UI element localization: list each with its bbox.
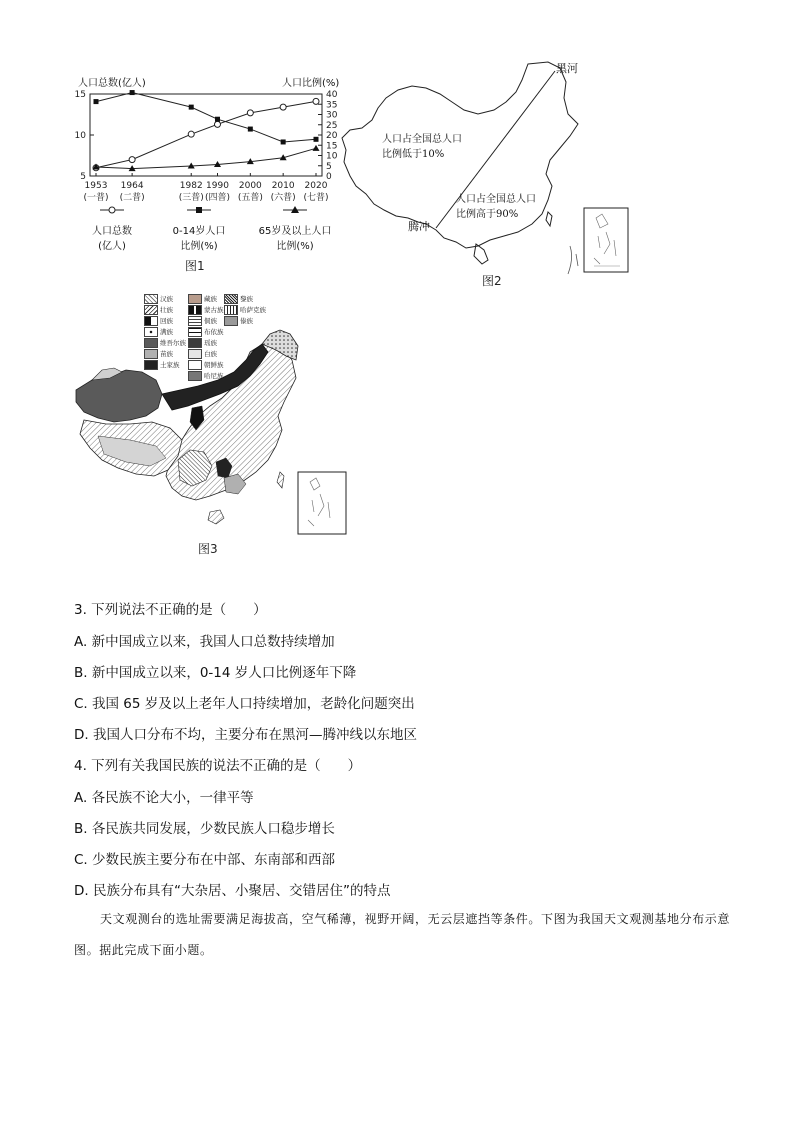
right-tick-label: 25 (326, 120, 338, 131)
series-line-2 (96, 93, 316, 142)
legend-text-zang: 藏族 (204, 295, 217, 303)
right-tick-label: 35 (326, 100, 338, 111)
passage-paragraph: 天文观测台的选址需要满足海拔高，空气稀薄，视野开阔，无云层遮挡等条件。下图为我国天文观测基地分布示意图。据此完成下面小题。 (74, 912, 731, 957)
legend-text-miao: 苗族 (160, 350, 173, 358)
legend-item-65plus (254, 206, 336, 252)
heihe-label: 黑河 (556, 62, 578, 75)
question-4-option-b: B. 各民族共同发展，少数民族人口稳步增长 (74, 821, 335, 837)
figure-2 (338, 58, 640, 288)
figure-3-caption: 图3 (198, 542, 218, 556)
data-point-population (280, 104, 286, 110)
uyghur-region (76, 370, 162, 422)
figure-1-caption: 图1 (185, 259, 205, 273)
question-3-stem: 3. 下列说法不正确的是（ ） (74, 602, 267, 618)
data-point-population (188, 131, 194, 137)
data-point-0-14 (189, 105, 194, 110)
x-tick-label-census: (七普) (303, 193, 329, 203)
data-point-population (313, 98, 319, 104)
left-tick-label: 5 (80, 172, 86, 182)
figure-1-legend (68, 206, 348, 256)
east-text-line-1: 人口占全国总人口 (456, 194, 536, 205)
x-tick-label-year: 1982 (179, 181, 203, 191)
legend-text-uyghur: 维吾尔族 (160, 339, 186, 347)
x-tick-label-year: 2010 (271, 181, 295, 191)
legend-label: 0-14岁人口 (172, 226, 226, 237)
x-tick-label-year: 1990 (206, 181, 229, 191)
data-point-population (129, 157, 135, 163)
legend-sub: 比例(%) (180, 241, 218, 252)
legend-text-zhuang: 壮族 (160, 306, 173, 314)
question-4-option-a: A. 各民族不论大小，一律平等 (74, 790, 254, 806)
data-point-0-14 (314, 137, 319, 142)
west-text-line-2: 比例低于10% (382, 149, 445, 160)
east-region-text (456, 192, 536, 222)
legend-text-hani: 哈尼族 (204, 372, 224, 380)
x-tick-label-year: 1953 (84, 181, 108, 191)
taiwan-island (277, 472, 284, 488)
legend-item-population (82, 206, 142, 252)
legend-text-dai: 傣族 (240, 317, 253, 325)
right-tick-label: 0 (326, 172, 332, 182)
question-4-stem: 4. 下列有关我国民族的说法不正确的是（ ） (74, 758, 362, 774)
x-tick-label-census: (四普) (204, 193, 231, 203)
question-3-option-a: A. 新中国成立以来，我国人口总数持续增加 (74, 634, 335, 650)
right-tick-label: 10 (326, 151, 338, 162)
question-3-option-b: B. 新中国成立以来，0-14 岁人口比例逐年下降 (74, 665, 357, 681)
tengchong-label: 腾冲 (408, 220, 430, 233)
x-tick-label-census: (三普) (178, 193, 204, 203)
x-tick-label-census: (六普) (270, 193, 296, 203)
figure-3 (70, 290, 355, 550)
legend-text-man: 满族 (160, 328, 173, 336)
x-tick-label-year: 2020 (304, 181, 328, 191)
legend-text-kazakh: 哈萨克族 (240, 306, 266, 314)
legend-text-buyi: 布依族 (204, 328, 224, 336)
circle-marker-icon (100, 206, 124, 214)
question-3-option-c: C. 我国 65 岁及以上老年人口持续增加，老龄化问题突出 (74, 696, 415, 712)
data-point-0-14 (130, 90, 135, 95)
question-4-option-d: D. 民族分布具有“大杂居、小聚居、交错居住”的特点 (74, 883, 391, 899)
legend-text-yao: 瑶族 (204, 339, 217, 347)
legend-text-mongol: 蒙古族 (204, 306, 224, 314)
triangle-marker-icon (283, 206, 307, 214)
east-text-line-2: 比例高于90% (456, 209, 519, 220)
legend-text-tujia: 土家族 (160, 361, 180, 369)
y-right-axis-title: 人口比例(%) (282, 78, 340, 89)
data-point-0-14 (281, 139, 286, 144)
data-point-0-14 (248, 127, 253, 132)
legend-sub: 比例(%) (276, 241, 314, 252)
x-tick-label-census: (五普) (237, 193, 263, 203)
legend-label: 65岁及以上人口 (258, 226, 332, 237)
data-point-0-14 (215, 117, 220, 122)
left-tick-label: 15 (74, 90, 86, 100)
right-tick-label: 5 (326, 161, 332, 172)
south-china-sea-inset (298, 472, 346, 534)
x-tick-label-census: (二普) (119, 193, 145, 203)
right-tick-label: 20 (326, 131, 338, 141)
legend-text-chaoxian: 朝鲜族 (204, 361, 224, 369)
hainan-island (208, 510, 224, 524)
square-marker-icon (187, 206, 211, 214)
legend-text-li: 黎族 (240, 295, 253, 303)
data-point-0-14 (94, 99, 99, 104)
figure-2-caption: 图2 (482, 274, 502, 288)
y-left-axis-title: 人口总数(亿人) (78, 78, 146, 89)
question-3-option-d: D. 我国人口分布不均，主要分布在黑河—腾冲线以东地区 (74, 727, 417, 743)
legend-label: 人口总数 (92, 226, 132, 237)
legend-sub: (亿人) (98, 241, 126, 252)
west-region-text (382, 132, 462, 162)
china-outline-map (338, 58, 640, 288)
ethnic-distribution-map (70, 290, 355, 550)
legend-text-bai: 白族 (204, 350, 217, 358)
question-4-option-c: C. 少数民族主要分布在中部、东南部和西部 (74, 852, 336, 868)
right-tick-label: 30 (326, 110, 338, 121)
data-point-population (214, 121, 220, 127)
legend-text-hui: 回族 (160, 317, 173, 325)
legend-item-0-14 (164, 206, 234, 252)
west-text-line-1: 人口占全国总人口 (382, 134, 462, 145)
x-tick-label-year: 1964 (120, 181, 144, 191)
right-tick-label: 15 (326, 141, 338, 152)
right-tick-label: 40 (326, 90, 338, 100)
left-tick-label: 10 (74, 131, 86, 141)
data-point-population (247, 110, 253, 116)
legend-text-han: 汉族 (160, 295, 173, 303)
south-china-sea-inset (584, 208, 628, 272)
legend-text-dong: 侗族 (204, 317, 217, 325)
x-tick-label-census: (一普) (83, 193, 109, 203)
x-tick-label-year: 2000 (238, 181, 262, 191)
